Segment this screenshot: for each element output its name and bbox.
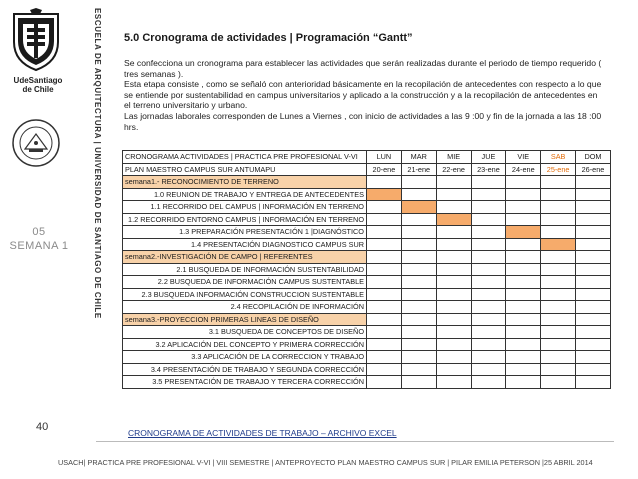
day-cell xyxy=(541,326,576,339)
paragraph-2: Esta etapa consiste , como se señaló con anterioridad básicamente en la recopilación de antecedentes con respecto a lo que se entiende por sustentabilidad en campus universitarios y aplicado a la construcción y a la recopilación de antecedentes en el terreno universitario y urbano. xyxy=(124,79,602,111)
day-cell xyxy=(576,288,611,301)
day-cell xyxy=(471,251,506,264)
day-cell xyxy=(367,326,402,339)
day-cell xyxy=(471,276,506,289)
day-header-cell: MIE xyxy=(436,151,471,164)
week-number: 05 xyxy=(32,226,46,238)
day-cell xyxy=(471,201,506,214)
day-cell xyxy=(436,251,471,264)
page-number: 40 xyxy=(36,421,49,433)
table-row xyxy=(123,288,611,301)
day-cell xyxy=(367,213,402,226)
date-header-cell: 20-ene xyxy=(367,163,402,176)
day-cell xyxy=(506,176,541,189)
table-row xyxy=(123,151,611,164)
day-cell xyxy=(471,301,506,314)
day-cell xyxy=(401,351,436,364)
day-cell xyxy=(401,263,436,276)
day-cell xyxy=(401,288,436,301)
day-cell xyxy=(471,313,506,326)
day-cell xyxy=(436,351,471,364)
task-label: semana2.-INVESTIGACIÓN DE CAMPO | REFERENTES xyxy=(123,251,367,264)
day-cell xyxy=(506,288,541,301)
task-label: 1.3 PREPARACIÓN PRESENTACIÓN 1 |DIAGNÓSTICO xyxy=(123,226,367,239)
table-row xyxy=(123,201,611,214)
day-cell xyxy=(471,176,506,189)
day-cell xyxy=(506,201,541,214)
active-day-cell xyxy=(367,188,402,201)
paragraph-1: Se confecciona un cronograma para establecer las actividades que serán realizadas durante el periodo de tiempo requerido ( tres semanas ). xyxy=(124,58,602,79)
active-day-cell xyxy=(436,213,471,226)
day-cell xyxy=(367,338,402,351)
day-cell xyxy=(576,238,611,251)
task-label: 2.3 BUSQUEDA INFORMACIÓN CONSTRUCCION SUSTENTABLE xyxy=(123,288,367,301)
day-cell xyxy=(576,263,611,276)
day-cell xyxy=(576,276,611,289)
day-cell xyxy=(576,251,611,264)
task-label: 1.4 PRESENTACIÓN DIAGNOSTICO CAMPUS SUR xyxy=(123,238,367,251)
task-label: semana3.-PROYECCION PRIMERAS LINEAS DE DISEÑO xyxy=(123,313,367,326)
day-cell xyxy=(367,176,402,189)
day-cell xyxy=(401,276,436,289)
day-cell xyxy=(471,363,506,376)
day-cell xyxy=(576,301,611,314)
task-label: 3.4 PRESENTACIÓN DE TRABAJO Y SEGUNDA CORRECCIÓN xyxy=(123,363,367,376)
description-text xyxy=(124,58,604,132)
day-cell xyxy=(471,226,506,239)
day-cell xyxy=(436,363,471,376)
day-cell xyxy=(401,188,436,201)
day-cell xyxy=(506,251,541,264)
day-cell xyxy=(401,238,436,251)
day-cell xyxy=(367,313,402,326)
table-row xyxy=(123,188,611,201)
task-label: 1.1 RECORRIDO DEL CAMPUS | INFORMACIÓN EN TERRENO xyxy=(123,201,367,214)
day-cell xyxy=(576,351,611,364)
day-cell xyxy=(401,301,436,314)
day-cell xyxy=(436,338,471,351)
table-row xyxy=(123,376,611,389)
day-cell xyxy=(576,376,611,389)
sidebar xyxy=(0,0,112,460)
day-cell xyxy=(506,313,541,326)
paragraph-3: Las jornadas laborales corresponden de Lunes a Viernes , con inicio de actividades a las 9 :00 y fin de la jornada a las 18 :00 hrs. xyxy=(124,110,602,132)
day-header-cell: MAR xyxy=(401,151,436,164)
day-cell xyxy=(471,288,506,301)
day-cell xyxy=(401,251,436,264)
day-cell xyxy=(401,226,436,239)
day-cell xyxy=(471,238,506,251)
day-cell xyxy=(576,313,611,326)
day-cell xyxy=(576,338,611,351)
day-cell xyxy=(576,213,611,226)
day-cell xyxy=(506,376,541,389)
vertical-school-label: ESCUELA DE ARQUITECTURA | UNIVERSIDAD DE SANTIAGO DE CHILE xyxy=(93,8,102,319)
day-cell xyxy=(576,326,611,339)
date-header-cell: 23-ene xyxy=(471,163,506,176)
day-cell xyxy=(367,238,402,251)
day-cell xyxy=(367,201,402,214)
day-cell xyxy=(401,176,436,189)
day-cell xyxy=(576,188,611,201)
table-row xyxy=(123,326,611,339)
task-label: semana1.- RECONOCIMIENTO DE TERRENO xyxy=(123,176,367,189)
day-cell xyxy=(506,301,541,314)
table-row xyxy=(123,213,611,226)
day-cell xyxy=(436,313,471,326)
day-header-cell: LUN xyxy=(367,151,402,164)
task-label: 1.2 RECORRIDO ENTORNO CAMPUS | INFORMACIÓN EN TERRENO xyxy=(123,213,367,226)
table-row xyxy=(123,363,611,376)
date-header-cell: 24-ene xyxy=(506,163,541,176)
day-cell xyxy=(471,326,506,339)
task-label: 1.0 REUNION DE TRABAJO Y ENTREGA DE ANTECEDENTES xyxy=(123,188,367,201)
task-label: 2.4 RECOPILACIÓN DE INFORMACIÓN xyxy=(123,301,367,314)
day-cell xyxy=(576,201,611,214)
day-cell xyxy=(506,213,541,226)
day-cell xyxy=(367,376,402,389)
logo-caption-line-1: UdeSantiago xyxy=(13,76,63,85)
day-cell xyxy=(541,363,576,376)
day-cell xyxy=(436,238,471,251)
active-day-cell xyxy=(401,201,436,214)
day-cell xyxy=(541,288,576,301)
day-cell xyxy=(471,338,506,351)
table-row xyxy=(123,163,611,176)
task-label: 2.1 BUSQUEDA DE INFORMACIÓN SUSTENTABILIDAD xyxy=(123,263,367,276)
day-cell xyxy=(367,351,402,364)
table-row xyxy=(123,263,611,276)
day-cell xyxy=(506,188,541,201)
day-header-cell: JUE xyxy=(471,151,506,164)
day-cell xyxy=(506,276,541,289)
table-row xyxy=(123,351,611,364)
day-cell xyxy=(506,338,541,351)
footer-divider xyxy=(96,441,614,442)
day-cell xyxy=(541,176,576,189)
day-cell xyxy=(367,276,402,289)
day-cell xyxy=(436,326,471,339)
day-cell xyxy=(541,188,576,201)
day-cell xyxy=(367,226,402,239)
day-cell xyxy=(541,351,576,364)
day-cell xyxy=(541,226,576,239)
table-row xyxy=(123,238,611,251)
day-cell xyxy=(576,176,611,189)
day-cell xyxy=(367,301,402,314)
day-cell xyxy=(436,276,471,289)
day-cell xyxy=(436,201,471,214)
table-row xyxy=(123,276,611,289)
day-cell xyxy=(541,338,576,351)
day-cell xyxy=(541,213,576,226)
section-row xyxy=(123,176,611,189)
day-cell xyxy=(541,313,576,326)
task-label: 3.5 PRESENTACIÓN DE TRABAJO Y TERCERA CORRECCIÓN xyxy=(123,376,367,389)
day-cell xyxy=(436,263,471,276)
day-header-cell: SAB xyxy=(541,151,576,164)
day-cell xyxy=(471,263,506,276)
day-cell xyxy=(401,376,436,389)
day-cell xyxy=(471,213,506,226)
university-crest-logo xyxy=(10,8,62,74)
section-row xyxy=(123,313,611,326)
day-header-cell: VIE xyxy=(506,151,541,164)
day-cell xyxy=(541,251,576,264)
gantt-schedule-table xyxy=(122,150,611,389)
logo-caption-line-2: de Chile xyxy=(22,85,54,94)
day-cell xyxy=(541,263,576,276)
day-cell xyxy=(506,351,541,364)
task-label: 3.3 APLICACIÓN DE LA CORRECCION Y TRABAJO xyxy=(123,351,367,364)
date-header-cell: 22-ene xyxy=(436,163,471,176)
architecture-school-seal xyxy=(11,118,61,168)
task-label: PLAN MAESTRO CAMPUS SUR ANTUMAPU xyxy=(123,163,367,176)
day-cell xyxy=(506,238,541,251)
day-cell xyxy=(436,176,471,189)
day-cell xyxy=(471,376,506,389)
day-cell xyxy=(471,351,506,364)
day-cell xyxy=(401,213,436,226)
day-cell xyxy=(401,363,436,376)
task-label: 3.1 BUSQUEDA DE CONCEPTOS DE DISEÑO xyxy=(123,326,367,339)
table-row xyxy=(123,226,611,239)
day-cell xyxy=(401,326,436,339)
day-cell xyxy=(436,226,471,239)
task-label: 3.2 APLICACIÓN DEL CONCEPTO Y PRIMERA CORRECCIÓN xyxy=(123,338,367,351)
day-cell xyxy=(576,363,611,376)
task-label: 2.2 BUSQUEDA DE INFORMACIÓN CAMPUS SUSTENTABLE xyxy=(123,276,367,289)
date-header-cell: 21-ene xyxy=(401,163,436,176)
day-cell xyxy=(541,276,576,289)
day-cell xyxy=(541,301,576,314)
day-cell xyxy=(506,363,541,376)
day-cell xyxy=(471,188,506,201)
day-cell xyxy=(367,363,402,376)
active-day-cell xyxy=(506,226,541,239)
day-cell xyxy=(367,288,402,301)
page-footer: USACH| PRACTICA PRE PROFESIONAL V-VI | VIII SEMESTRE | ANTEPROYECTO PLAN MAESTRO CAMPUS SUR | PILAR EMILIA PETERSON |25 ABRIL 2014 xyxy=(58,458,593,467)
section-row xyxy=(123,251,611,264)
day-cell xyxy=(506,326,541,339)
day-header-cell: DOM xyxy=(576,151,611,164)
day-cell xyxy=(436,301,471,314)
day-cell xyxy=(436,188,471,201)
day-cell xyxy=(541,201,576,214)
week-indicator xyxy=(0,225,78,253)
day-cell xyxy=(367,251,402,264)
day-cell xyxy=(436,288,471,301)
day-cell xyxy=(436,376,471,389)
section-title: 5.0 Cronograma de actividades | Programación “Gantt” xyxy=(124,32,413,44)
task-label: CRONOGRAMA ACTIVIDADES | PRACTICA PRE PROFESIONAL V-VI xyxy=(123,151,367,164)
table-row xyxy=(123,338,611,351)
excel-file-link[interactable]: CRONOGRAMA DE ACTIVIDADES DE TRABAJO – ARCHIVO EXCEL xyxy=(128,428,397,438)
date-header-cell: 25-ene xyxy=(541,163,576,176)
day-cell xyxy=(506,263,541,276)
day-cell xyxy=(367,263,402,276)
week-label: SEMANA 1 xyxy=(9,240,69,252)
active-day-cell xyxy=(541,238,576,251)
day-cell xyxy=(576,226,611,239)
day-cell xyxy=(401,338,436,351)
table-row xyxy=(123,301,611,314)
logo-caption xyxy=(2,76,74,94)
day-cell xyxy=(401,313,436,326)
day-cell xyxy=(541,376,576,389)
date-header-cell: 26-ene xyxy=(576,163,611,176)
